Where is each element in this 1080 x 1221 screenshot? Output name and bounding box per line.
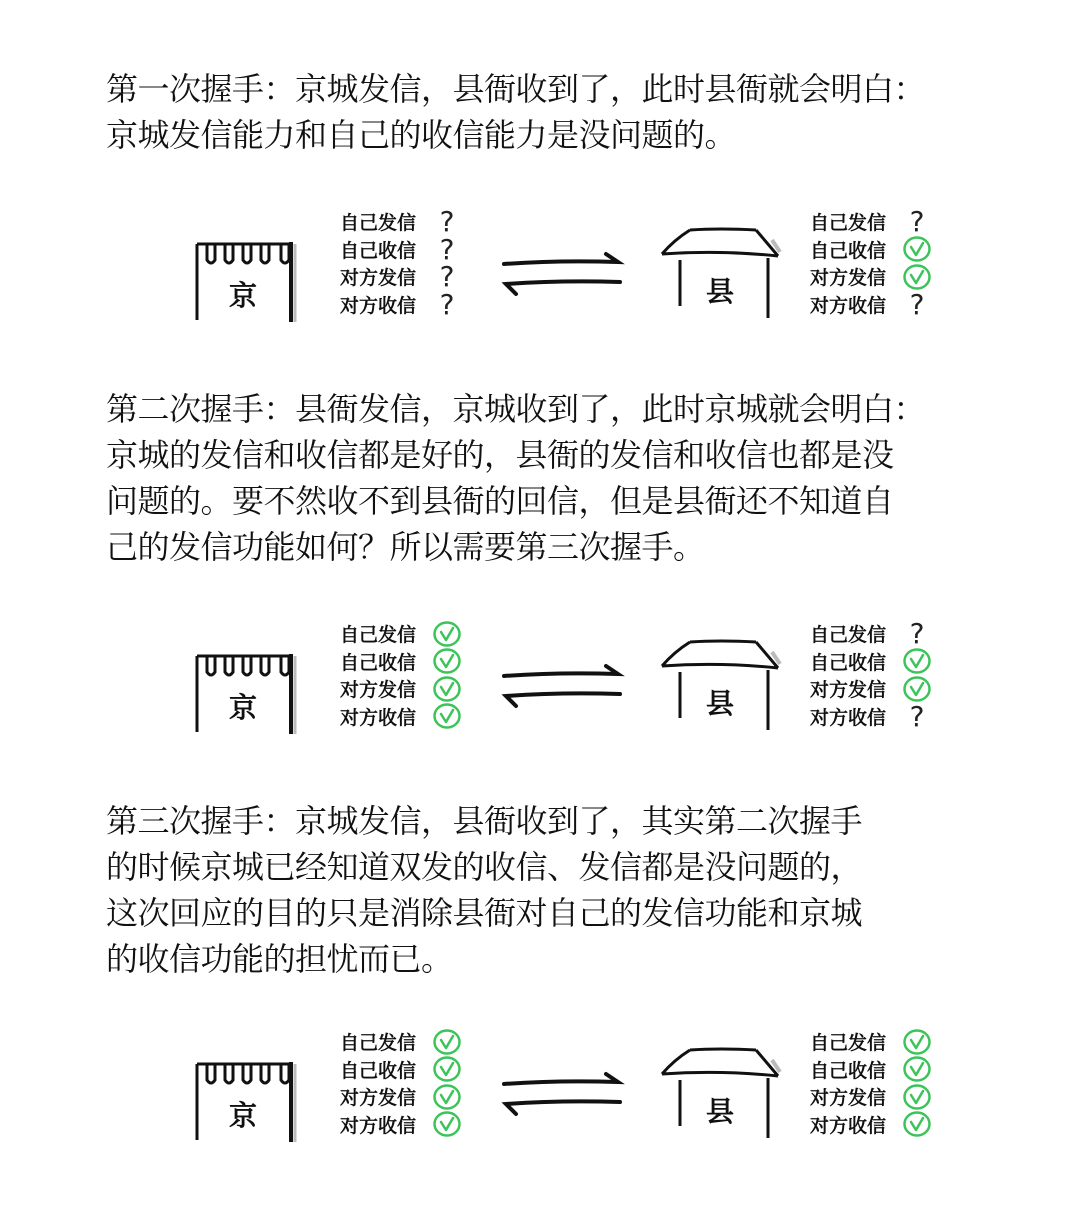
county-office-icon <box>660 638 782 734</box>
status-row <box>340 703 480 731</box>
status-row <box>810 287 950 321</box>
right-status-list <box>810 205 950 321</box>
status-label: 自己收信 <box>340 1059 417 1082</box>
status-label: 自己发信 <box>810 624 887 647</box>
status-row <box>340 1028 480 1056</box>
status-label: 对方发信 <box>810 679 887 702</box>
city-char: 京 <box>229 1099 258 1132</box>
status-row <box>810 1056 950 1084</box>
paragraph-line: 第二次握手：县衙发信，京城收到了，此时京城就会明白： <box>106 390 926 428</box>
status-label: 自己发信 <box>810 1032 887 1055</box>
county-char: 县 <box>706 1095 735 1128</box>
status-row <box>810 236 950 264</box>
status-row <box>340 620 480 648</box>
left-status-list <box>340 205 480 321</box>
left-status-list <box>340 1028 480 1138</box>
status-label: 自己发信 <box>340 212 417 235</box>
status-row <box>810 1028 950 1056</box>
status-label: 对方发信 <box>810 1087 887 1110</box>
check-circle-icon <box>902 1111 932 1137</box>
paragraph-line: 问题的。要不然收不到县衙的回信，但是县衙还不知道自 <box>106 482 894 520</box>
status-row <box>810 648 950 676</box>
status-label: 对方收信 <box>340 1114 417 1137</box>
question-mark-icon: ? <box>439 232 455 266</box>
paragraph-line: 的时候京城已经知道双发的收信、发信都是没问题的， <box>106 848 863 886</box>
status-label: 对方收信 <box>810 706 887 729</box>
status-label: 自己收信 <box>810 1059 887 1082</box>
right-status-list <box>810 1028 950 1138</box>
status-row <box>340 648 480 676</box>
paragraph-line: 京城发信能力和自己的收信能力是没问题的。 <box>106 116 737 154</box>
paragraph-line: 的收信功能的担忧而已。 <box>106 940 453 978</box>
status-row <box>340 1056 480 1084</box>
status-label: 对方收信 <box>340 706 417 729</box>
check-circle-icon <box>902 1084 932 1110</box>
check-circle-icon <box>432 1111 462 1137</box>
status-row <box>810 675 950 703</box>
city-char: 京 <box>229 691 258 724</box>
check-circle-icon <box>432 703 462 729</box>
bidirectional-arrows-icon <box>498 1070 626 1120</box>
status-label: 自己收信 <box>810 239 887 262</box>
status-label: 自己收信 <box>340 651 417 674</box>
check-circle-icon <box>902 236 932 262</box>
status-row <box>810 205 950 239</box>
paragraph-3 <box>106 798 862 982</box>
capital-city-icon <box>195 230 299 322</box>
status-row <box>810 699 950 733</box>
paragraph-2 <box>106 386 925 570</box>
status-row <box>340 675 480 703</box>
county-office-icon <box>660 226 782 322</box>
check-circle-icon <box>432 1029 462 1055</box>
status-row <box>810 1111 950 1139</box>
status-row <box>340 1083 480 1111</box>
check-circle-icon <box>432 1084 462 1110</box>
check-circle-icon <box>902 264 932 290</box>
question-mark-icon: ? <box>909 287 925 321</box>
city-char: 京 <box>229 279 258 312</box>
check-circle-icon <box>432 676 462 702</box>
status-label: 自己发信 <box>810 212 887 235</box>
status-row <box>810 263 950 291</box>
left-status-list <box>340 620 480 730</box>
check-circle-icon <box>902 648 932 674</box>
paragraph-line: 第一次握手：京城发信，县衙收到了，此时县衙就会明白： <box>106 70 926 108</box>
question-mark-icon: ? <box>439 260 455 294</box>
check-circle-icon <box>432 1056 462 1082</box>
question-mark-icon: ? <box>909 699 925 733</box>
diagram-1 <box>0 205 1080 338</box>
status-row <box>340 232 480 266</box>
status-label: 自己发信 <box>340 624 417 647</box>
status-label: 自己收信 <box>810 651 887 674</box>
status-row <box>340 1111 480 1139</box>
diagram-2 <box>0 617 1080 750</box>
status-label: 自己收信 <box>340 239 417 262</box>
status-label: 对方发信 <box>810 267 887 290</box>
right-status-list <box>810 617 950 733</box>
status-label: 对方收信 <box>810 294 887 317</box>
status-row <box>810 1083 950 1111</box>
question-mark-icon: ? <box>909 617 925 651</box>
status-row <box>340 260 480 294</box>
status-row <box>340 205 480 239</box>
question-mark-icon: ? <box>909 205 925 239</box>
check-circle-icon <box>432 621 462 647</box>
capital-city-icon <box>195 642 299 734</box>
bidirectional-arrows-icon <box>498 662 626 712</box>
status-label: 自己发信 <box>340 1032 417 1055</box>
question-mark-icon: ? <box>439 287 455 321</box>
paragraph-line: 这次回应的目的只是消除县衙对自己的发信功能和京城 <box>106 894 863 932</box>
county-office-icon <box>660 1046 782 1142</box>
check-circle-icon <box>432 648 462 674</box>
check-circle-icon <box>902 1029 932 1055</box>
status-label: 对方发信 <box>340 267 417 290</box>
question-mark-icon: ? <box>439 205 455 239</box>
bidirectional-arrows-icon <box>498 250 626 300</box>
paragraph-line: 第三次握手：京城发信，县衙收到了，其实第二次握手 <box>106 802 863 840</box>
status-label: 对方发信 <box>340 1087 417 1110</box>
paragraph-1 <box>106 66 925 158</box>
paragraph-line: 京城的发信和收信都是好的，县衙的发信和收信也都是没 <box>106 436 894 474</box>
diagram-3 <box>0 1028 1080 1158</box>
status-row <box>340 287 480 321</box>
status-label: 对方收信 <box>810 1114 887 1137</box>
county-char: 县 <box>706 275 735 308</box>
check-circle-icon <box>902 1056 932 1082</box>
status-label: 对方收信 <box>340 294 417 317</box>
status-label: 对方发信 <box>340 679 417 702</box>
check-circle-icon <box>902 676 932 702</box>
status-row <box>810 617 950 651</box>
county-char: 县 <box>706 687 735 720</box>
paragraph-line: 己的发信功能如何？所以需要第三次握手。 <box>106 528 705 566</box>
capital-city-icon <box>195 1050 299 1142</box>
